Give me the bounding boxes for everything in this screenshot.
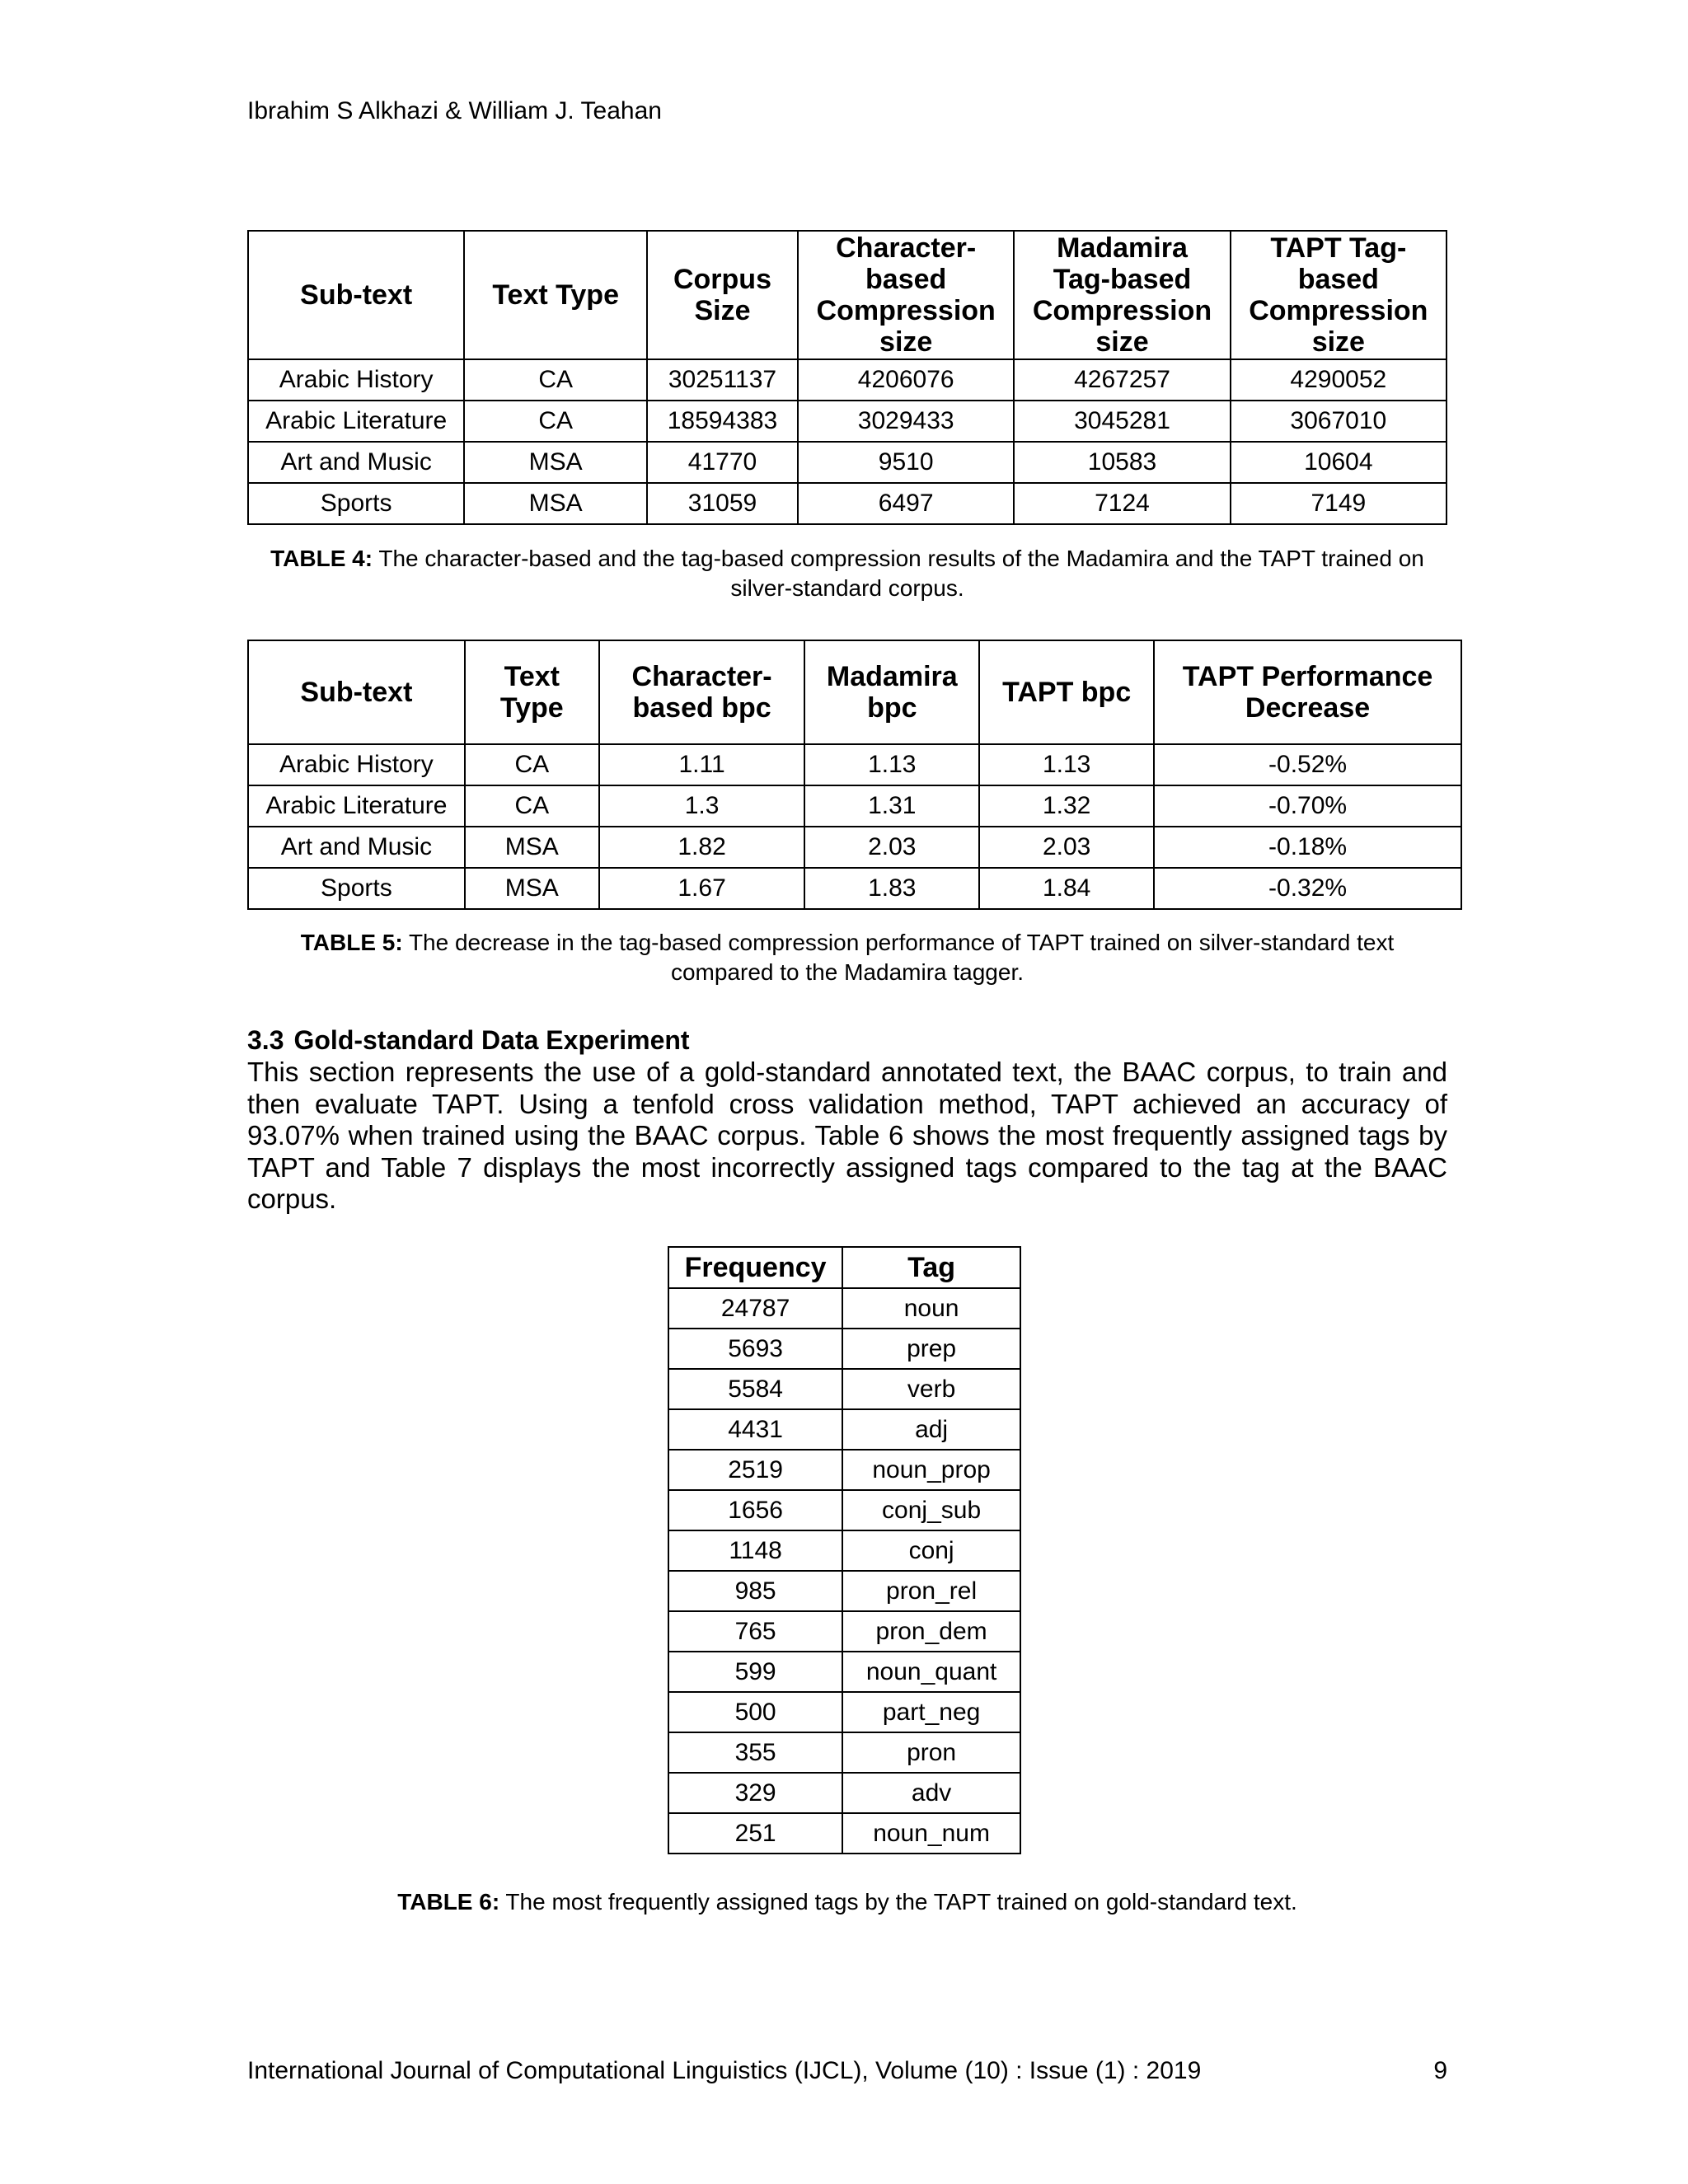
table-cell: Arabic History [248, 744, 465, 785]
table5-header-cell [1154, 640, 1461, 744]
table-cell: MSA [464, 442, 647, 483]
table-cell: Art and Music [248, 442, 464, 483]
table-row [248, 868, 1461, 909]
table5-header-cell [979, 640, 1154, 744]
table4-header-line: Sub-text [300, 279, 413, 311]
table-row [248, 785, 1461, 827]
section-heading [247, 1025, 690, 1056]
table4-header-line: size [1311, 326, 1365, 358]
table-6-caption [247, 1887, 1447, 1917]
table5-header-line: based bpc [632, 692, 771, 724]
table4-header-line: based [1297, 264, 1379, 295]
table-row [668, 1490, 1020, 1530]
table-cell: MSA [465, 868, 599, 909]
table-cell: 251 [668, 1813, 842, 1854]
table-row [668, 1692, 1020, 1732]
table-cell: 3029433 [798, 401, 1014, 442]
table5-header-line: bpc [867, 692, 917, 724]
table-cell: 18594383 [647, 401, 798, 442]
table-cell: noun_prop [842, 1450, 1020, 1490]
table-cell: MSA [464, 483, 647, 524]
table5-header-line: Character- [631, 661, 772, 692]
table5-header-cell [465, 640, 599, 744]
table-cell: 3067010 [1231, 401, 1447, 442]
table4-header-line: Madamira [1057, 232, 1188, 264]
table-cell: pron [842, 1732, 1020, 1773]
table5-header-cell [599, 640, 805, 744]
table-cell: 2519 [668, 1450, 842, 1490]
table-row [248, 359, 1447, 401]
table-cell: 3045281 [1014, 401, 1230, 442]
table-4-caption-label: TABLE 4: [270, 546, 373, 571]
table-row [668, 1732, 1020, 1773]
table-row [668, 1450, 1020, 1490]
table-cell: 7124 [1014, 483, 1230, 524]
table-row [668, 1409, 1020, 1450]
table-cell: part_neg [842, 1692, 1020, 1732]
table5-header-line: Madamira [826, 661, 958, 692]
table-cell: 5584 [668, 1369, 842, 1409]
table5-header-cell [248, 640, 465, 744]
table-5-caption-label: TABLE 5: [300, 930, 403, 955]
table-row [668, 1611, 1020, 1652]
table4-header-line: size [1095, 326, 1149, 358]
footer-journal: International Journal of Computational Linguistics (IJCL), Volume (10) : Issue (1) : 2019 [247, 2057, 1202, 2084]
table-cell: 2.03 [804, 827, 979, 868]
table-4-compression-results [247, 230, 1447, 525]
table-row [668, 1369, 1020, 1409]
table-cell: 1.13 [804, 744, 979, 785]
table-cell: 985 [668, 1571, 842, 1611]
table-cell: 1.13 [979, 744, 1154, 785]
table-cell: CA [465, 785, 599, 827]
table4-header-line: Character- [836, 232, 977, 264]
table-row [668, 1288, 1020, 1329]
table-cell: conj [842, 1530, 1020, 1571]
table-4-header-row [248, 231, 1447, 359]
table-cell: 10604 [1231, 442, 1447, 483]
table-cell: 599 [668, 1652, 842, 1692]
table5-header-line: Text [504, 661, 560, 692]
table-cell: 500 [668, 1692, 842, 1732]
section-number: 3.3 [247, 1025, 284, 1055]
table-6-body [668, 1288, 1020, 1854]
page-footer [247, 2057, 1447, 2085]
table-cell: -0.52% [1154, 744, 1461, 785]
table-cell: 24787 [668, 1288, 842, 1329]
table-row [668, 1530, 1020, 1571]
table-cell: Arabic Literature [248, 401, 464, 442]
table-cell: 5693 [668, 1329, 842, 1369]
table-cell: 355 [668, 1732, 842, 1773]
table-cell: 9510 [798, 442, 1014, 483]
table4-header-line: Compression [1249, 295, 1428, 326]
table-cell: conj_sub [842, 1490, 1020, 1530]
table-row [668, 1652, 1020, 1692]
table4-header-line: size [879, 326, 933, 358]
table5-header-line: TAPT Performance [1182, 661, 1433, 692]
table-cell: Sports [248, 483, 464, 524]
table-cell: Sports [248, 868, 465, 909]
table-cell: 4290052 [1231, 359, 1447, 401]
table-row [248, 827, 1461, 868]
table-cell: Art and Music [248, 827, 465, 868]
table4-header-line: Size [694, 295, 751, 326]
table-6-caption-label: TABLE 6: [397, 1889, 500, 1915]
table-cell: pron_rel [842, 1571, 1020, 1611]
table4-header-line: TAPT Tag- [1270, 232, 1407, 264]
table-cell: 1.32 [979, 785, 1154, 827]
table-4-body [248, 359, 1447, 524]
table6-header-cell: Tag [842, 1247, 1020, 1288]
table-cell: 30251137 [647, 359, 798, 401]
page-number: 9 [1433, 2057, 1447, 2084]
table-cell: Arabic History [248, 359, 464, 401]
table-cell: 1.31 [804, 785, 979, 827]
table-5-caption [247, 928, 1447, 987]
table4-header-cell [464, 231, 647, 359]
table-cell: 4431 [668, 1409, 842, 1450]
table-cell: 1.84 [979, 868, 1154, 909]
table-5-caption-text: The decrease in the tag-based compression performance of TAPT trained on silver-standard text compared to the Madamira tagger. [402, 930, 1395, 985]
table-cell: noun_quant [842, 1652, 1020, 1692]
table-cell: -0.70% [1154, 785, 1461, 827]
table-cell: Arabic Literature [248, 785, 465, 827]
table-cell: 1.82 [599, 827, 805, 868]
table4-header-line: Text Type [492, 279, 619, 311]
table-cell: CA [464, 359, 647, 401]
table-row [248, 442, 1447, 483]
table4-header-line: based [865, 264, 947, 295]
table-row [248, 401, 1447, 442]
table-cell: 6497 [798, 483, 1014, 524]
table-cell: adj [842, 1409, 1020, 1450]
table-cell: 2.03 [979, 827, 1154, 868]
table-cell: 4206076 [798, 359, 1014, 401]
table4-header-line: Compression [1032, 295, 1212, 326]
table4-header-line: Tag-based [1053, 264, 1192, 295]
table-cell: adv [842, 1773, 1020, 1813]
table-row [248, 744, 1461, 785]
table-cell: 41770 [647, 442, 798, 483]
table4-header-cell [798, 231, 1014, 359]
table5-header-line: Type [499, 692, 564, 724]
table5-header-line: Sub-text [300, 677, 413, 708]
table-5-performance-decrease [247, 640, 1462, 910]
table5-header-line: Decrease [1245, 692, 1371, 724]
table4-header-cell [248, 231, 464, 359]
table-row [668, 1773, 1020, 1813]
table4-header-line: Compression [816, 295, 996, 326]
table5-header-cell [804, 640, 979, 744]
table-5-header-row [248, 640, 1461, 744]
table-row [668, 1571, 1020, 1611]
table-cell: prep [842, 1329, 1020, 1369]
table4-header-cell [1014, 231, 1230, 359]
table-cell: 1.83 [804, 868, 979, 909]
table-row [248, 483, 1447, 524]
section-paragraph: This section represents the use of a gold-standard annotated text, the BAAC corpus, to train and then evaluate TAPT. Using a tenfold cross validation method, TAPT achieved an accuracy of 93.07% when trained using the BAAC corpus. Table 6 shows the most frequently assigned tags by TAPT and Table 7 displays the most incorrectly assigned tags compared to the tag at the BAAC corpus. [247, 1057, 1447, 1214]
table-cell: -0.32% [1154, 868, 1461, 909]
table-cell: CA [465, 744, 599, 785]
table-cell: -0.18% [1154, 827, 1461, 868]
table-cell: 1148 [668, 1530, 842, 1571]
table-cell: noun [842, 1288, 1020, 1329]
table5-header-line: TAPT bpc [1002, 677, 1132, 708]
table-4-caption-text: The character-based and the tag-based compression results of the Madamira and the TAPT trained on silver-standard corpus. [373, 546, 1424, 601]
table-6-header-row [668, 1247, 1020, 1288]
table-5-body [248, 744, 1461, 909]
table-cell: noun_num [842, 1813, 1020, 1854]
table-cell: 1.11 [599, 744, 805, 785]
table-cell: 4267257 [1014, 359, 1230, 401]
table6-header-cell: Frequency [668, 1247, 842, 1288]
table4-header-cell [647, 231, 798, 359]
table-cell: verb [842, 1369, 1020, 1409]
table-cell: 7149 [1231, 483, 1447, 524]
section-title: Gold-standard Data Experiment [293, 1025, 690, 1055]
table-cell: CA [464, 401, 647, 442]
table-cell: 1.3 [599, 785, 805, 827]
table-4-caption [247, 544, 1447, 603]
table-row [668, 1813, 1020, 1854]
table-row [668, 1329, 1020, 1369]
table-cell: MSA [465, 827, 599, 868]
table-6-frequent-tags [668, 1246, 1021, 1854]
table-cell: 329 [668, 1773, 842, 1813]
table-cell: 1.67 [599, 868, 805, 909]
table-cell: pron_dem [842, 1611, 1020, 1652]
table-6-caption-text: The most frequently assigned tags by the TAPT trained on gold-standard text. [499, 1889, 1297, 1915]
table4-header-line: Corpus [673, 264, 771, 295]
running-header-authors: Ibrahim S Alkhazi & William J. Teahan [247, 97, 662, 124]
table-cell: 31059 [647, 483, 798, 524]
table4-header-cell [1231, 231, 1447, 359]
table-cell: 765 [668, 1611, 842, 1652]
table-cell: 10583 [1014, 442, 1230, 483]
table-cell: 1656 [668, 1490, 842, 1530]
